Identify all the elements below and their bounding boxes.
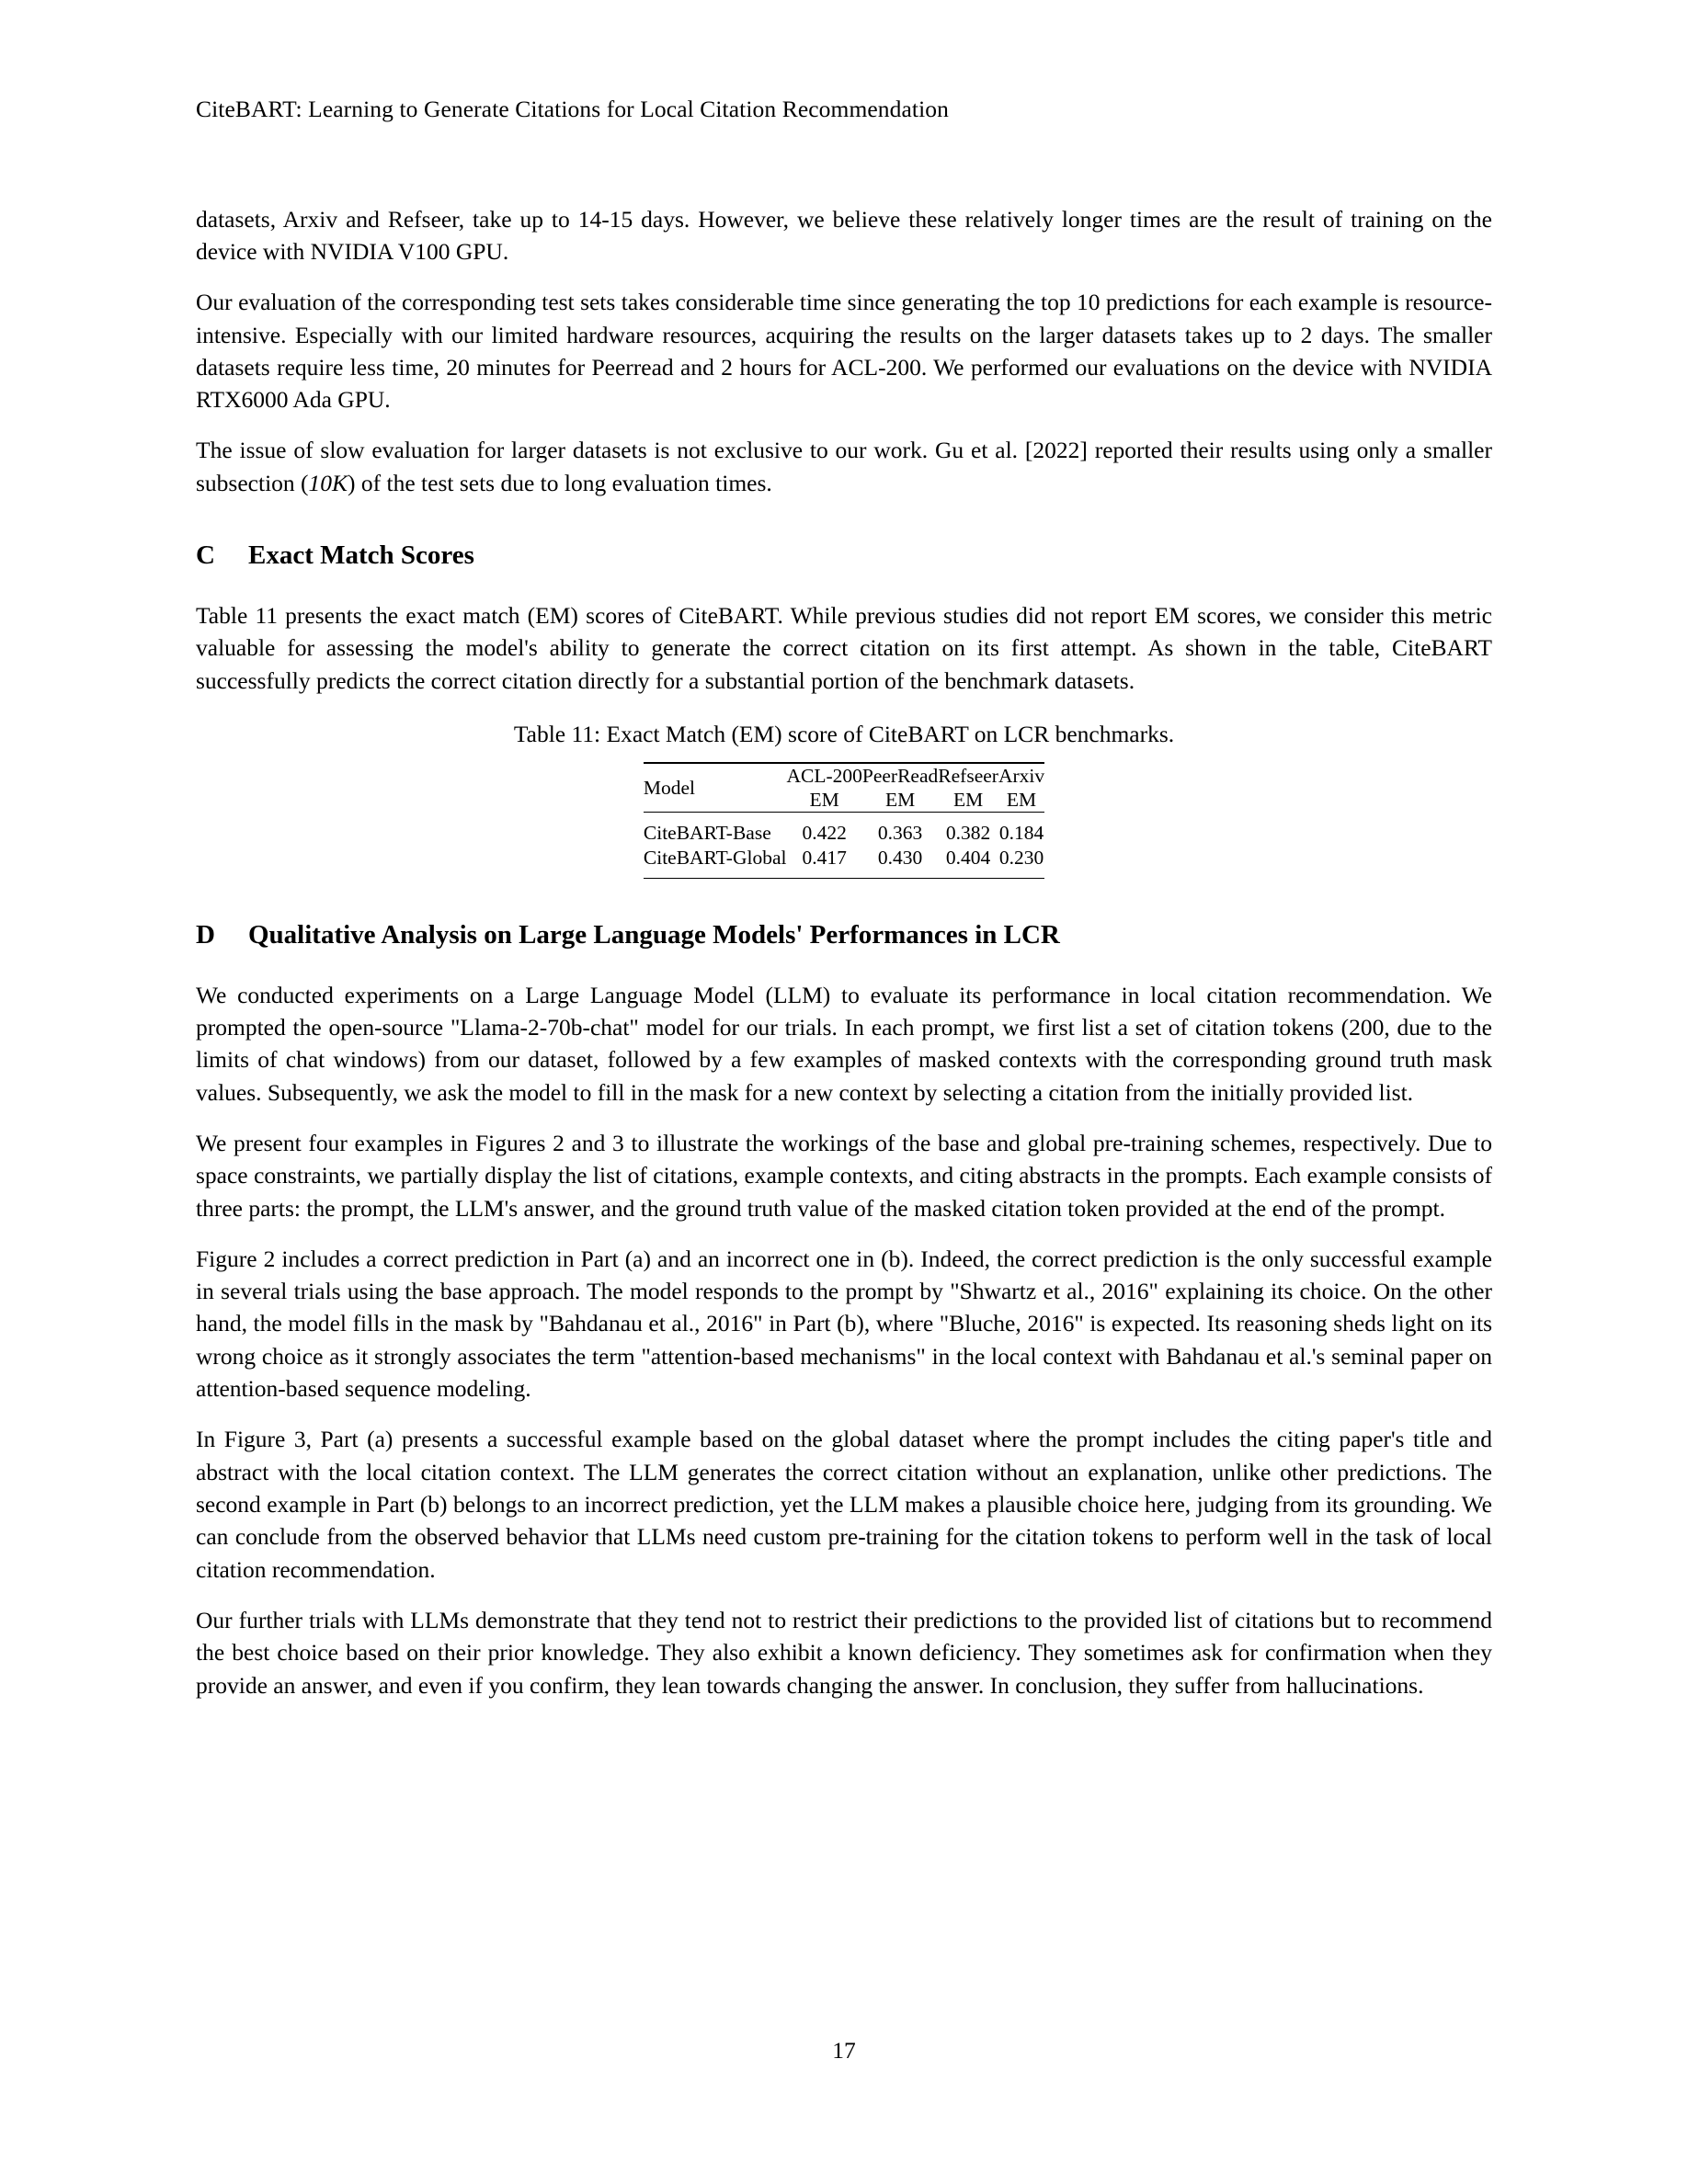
table-row [644,813,1044,845]
paragraph-figure2: Figure 2 includes a correct prediction in Part (a) and an incorrect one in (b). Indeed, the correct prediction is the only successful example in several trials using the base approach. The model responds to the prompt by "Shwartz et al., 2016" explaining its choice. On the other hand, the model fills in the mask by "Bahdanau et al., 2016" in Part (b), where "Bluche, 2016" is expected. Its reasoning sheds light on its wrong choice as it strongly associates the term "attention-based mechanisms" in the local context with Bahdanau et al.'s seminal paper on attention-based sequence modeling. [196,1245,1492,1403]
table-header-peerread-label: PeerRead [861,764,939,787]
running-head: CiteBART: Learning to Generate Citations for Local Citation Recommendation [196,96,949,122]
cell-arxiv: 0.184 [998,822,1044,845]
section-c-letter: C [196,540,215,571]
table-header-row [644,764,1044,813]
section-heading-c [196,540,1492,572]
rule-cell [862,878,938,879]
cell-refseer: 0.404 [945,846,991,869]
table-header-arxiv [998,764,1044,813]
paragraph-figure3: In Figure 3, Part (a) presents a successful example based on the global dataset where the prompt includes the citing paper's title and abstract with the local citation context. The LLM generates the correct citation without an explanation, unlike other predictions. The second example in Part (b) belongs to an incorrect prediction, yet the LLM makes a plausible choice here, judging from its grounding. We can conclude from the observed behavior that LLMs need custom pre-training for the citation tokens to perform well in the task of local citation recommendation. [196,1426,1492,1583]
cell-model: CiteBART-Global [643,846,787,869]
paragraph-slow-evaluation [196,434,1492,499]
rule-cell [644,878,787,879]
paragraph-four-examples: We present four examples in Figures 2 and 3 to illustrate the workings of the base and global pre-training schemes, respectively. Due to space constraints, we partially display the list of citations, example contexts, and citing abstracts in the prompts. Each example consists of three parts: the prompt, the LLM's answer, and the ground truth value of the masked citation token provided at the end of the prompt. [196,1129,1492,1222]
table-rule-bottom [644,878,1044,879]
rule-cell [998,878,1044,879]
table-header-arxiv-metric: EM [1006,789,1037,812]
table-header-model: Model [643,777,696,800]
page-number: 17 [832,2037,856,2064]
section-d-letter: D [196,919,215,950]
table-header-arxiv-label: Arxiv [998,764,1045,787]
table-header-refseer [938,764,998,813]
cell-peerread: 0.363 [877,822,923,845]
table-header-peerread-metric: EM [884,789,916,812]
cell-peerread: 0.430 [877,846,923,869]
rule-cell [786,878,861,879]
paragraph-slow-evaluation-part1: The issue of slow evaluation for larger datasets is not exclusive to our work. Gu et al. [2022] reported their results using only a smaller subsection ( [196,437,1492,496]
table-header-acl200-label: ACL-200 [786,764,862,787]
table-header-acl200 [786,764,861,813]
rule-cell [938,878,998,879]
paragraph-evaluation-time: Our evaluation of the corresponding test sets takes considerable time since generating the top 10 predictions for each example is resource-intensive. Especially with our limited hardware resources, acquiring the results on the larger datasets takes up to 2 days. The smaller datasets require less time, 20 minutes for Peerread and 2 hours for ACL-200. We performed our evaluations on the device with NVIDIA RTX6000 Ada GPU. [196,289,1492,414]
paragraph-slow-evaluation-part2: ) of the test sets due to long evaluation times. [348,469,772,496]
section-heading-d [196,919,1492,951]
cell-refseer: 0.382 [945,822,991,845]
cell-acl200: 0.417 [802,846,847,869]
paragraph-further-trials: Our further trials with LLMs demonstrate that they tend not to restrict their predictions to the provided list of citations but to recommend the best choice based on their prior knowledge. They also exhibit a known deficiency. They sometimes ask for confirmation when they provide an answer, and even if you confirm, they lean towards changing the answer. In conclusion, they suffer from hallucinations. [196,1606,1492,1699]
paragraph-training-times: datasets, Arxiv and Refseer, take up to 14-15 days. However, we believe these relatively longer times are the result of training on the device with NVIDIA V100 GPU. [196,205,1492,265]
table-header-refseer-metric: EM [952,789,984,812]
section-d-title: Qualitative Analysis on Large Language Models' Performances in LCR [248,919,1060,950]
table-11-wrapper [196,762,1492,879]
table-header-refseer-label: Refseer [938,764,998,787]
page-content-column [196,0,1492,1720]
table-header-acl200-metric: EM [809,789,839,812]
paragraph-llm-experiments: We conducted experiments on a Large Language Model (LLM) to evaluate its performance in local citation recommendation. We prompted the open-source "Llama-2-70b-chat" model for our trials. In each prompt, we first list a set of citation tokens (200, due to the limits of chat windows) from our dataset, followed by a few examples of masked contexts with the corresponding ground truth mask values. Subsequently, we ask the model to fill in the mask for a new context by selecting a citation from the initially provided list. [196,981,1492,1106]
inline-math-10k: 10K [308,469,348,496]
cell-acl200: 0.422 [802,822,847,845]
table-11 [644,762,1044,879]
paragraph-exact-match-intro: Table 11 presents the exact match (EM) scores of CiteBART. While previous studies did not report EM scores, we consider this metric valuable for assessing the model's ability to generate the correct citation on its first attempt. As shown in the table, CiteBART successfully predicts the correct citation directly for a substantial portion of the benchmark datasets. [196,601,1492,694]
cell-arxiv: 0.230 [998,846,1044,869]
section-c-title: Exact Match Scores [248,540,474,571]
table-row [644,846,1044,879]
table-11-caption: Table 11: Exact Match (EM) score of CiteBART on LCR benchmarks. [513,720,1175,747]
cell-model: CiteBART-Base [643,822,771,845]
table-header-peerread [862,764,938,813]
